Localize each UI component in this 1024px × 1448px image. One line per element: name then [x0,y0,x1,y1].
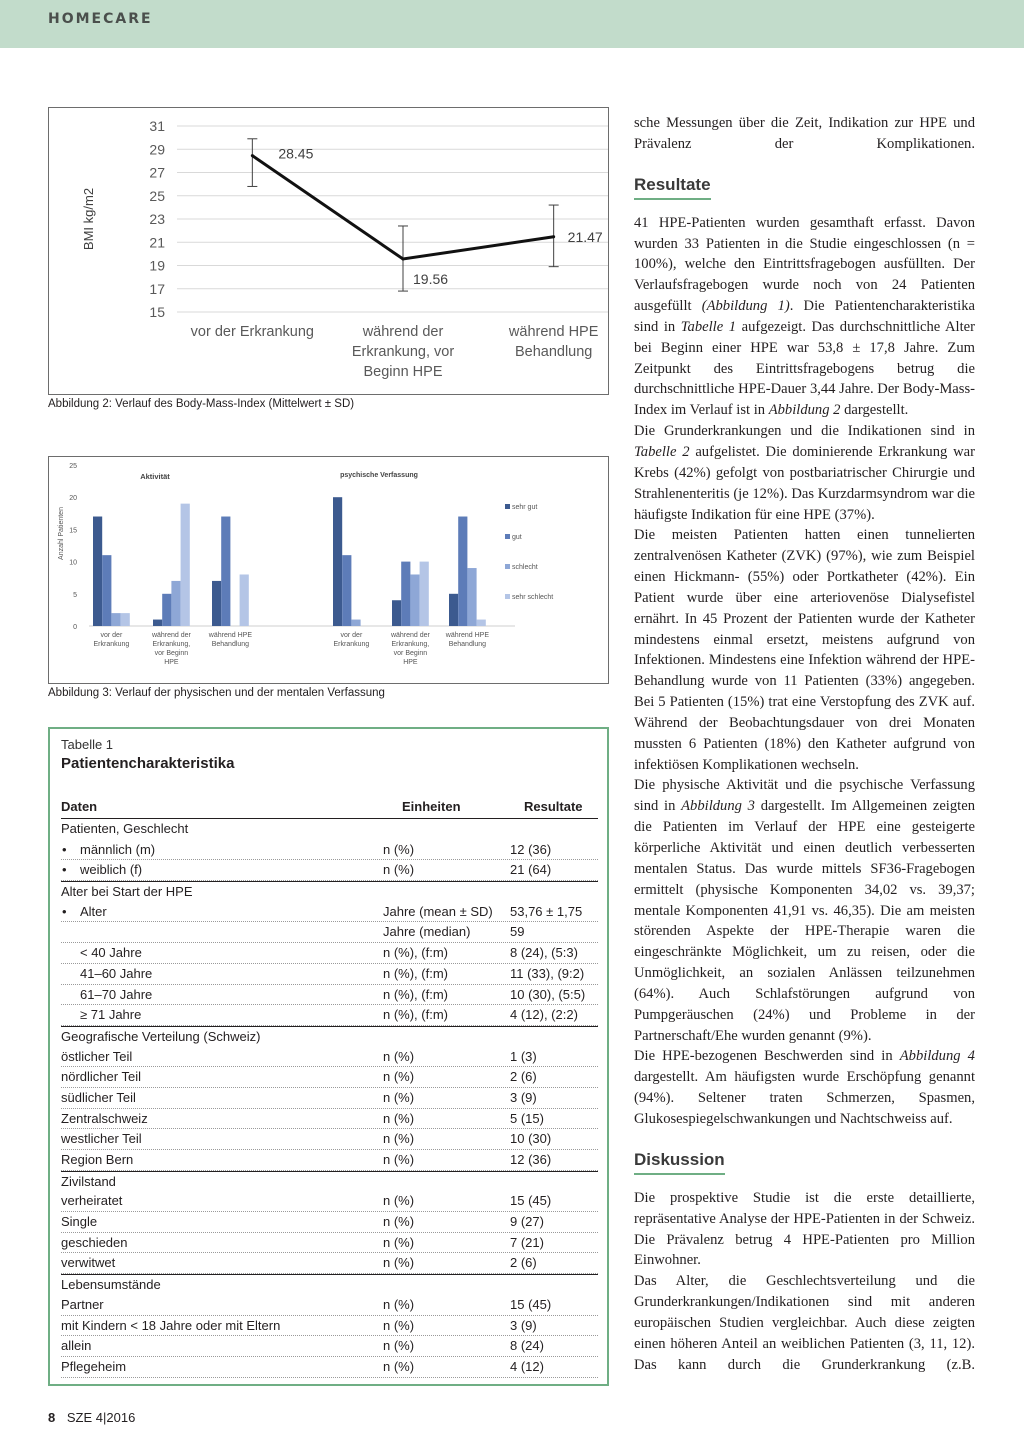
bmi-chart [48,107,609,395]
table-header-row [61,799,598,819]
cell-daten: Zentralschweiz [61,1110,148,1126]
x-tick-label: Behandlung [448,641,487,648]
x-tick-label: während HPE [208,632,253,639]
cell-einheiten: n (%) [383,1193,415,1209]
table-body [61,819,598,1378]
cell-daten: ≥ 71 Jahre [80,1007,142,1023]
legend-swatch [505,534,510,539]
bar [171,581,180,626]
y-tick-label: 21 [149,234,165,251]
cell-daten: Pflegeheim [61,1358,127,1374]
table-row [61,840,598,861]
y-tick-label: 10 [69,559,77,567]
cell-daten: östlicher Teil [61,1048,133,1064]
page-footer [48,1410,135,1425]
intro-paragraph: sche Messungen über die Zeit, Indikation zur HPE und Prävalenz der Komplikationen. [634,115,975,152]
cell-resultate: 12 (36) [510,1152,552,1167]
cell-resultate: 10 (30), (5:5) [510,986,586,1002]
journal-issue: 4|2016 [95,1410,136,1425]
figure-2-caption: Abbildung 2: Verlauf des Body-Mass-Index (Mittelwert ± SD) [48,398,355,410]
header-daten: Daten [61,799,98,814]
data-label: 28.45 [278,145,314,162]
cell-einheiten: n (%), (f:m) [383,965,448,981]
table-row [61,1191,598,1212]
cell-resultate: 4 (12) [510,1358,544,1374]
table-title: Patientencharakteristika [61,755,235,772]
bar [121,613,130,626]
header-einheiten: Einheiten [402,799,461,814]
cell-daten: männlich (m) [80,841,156,857]
data-label: 21.47 [567,228,603,245]
table-row [61,1109,598,1130]
x-tick-label: vor Beginn [393,650,428,657]
table-label: Tabelle 1 [61,737,114,752]
cell-einheiten: n (%) [383,1089,415,1105]
x-tick-label: vor Beginn [154,650,189,657]
table-row [61,1253,598,1274]
results-paragraph-4: Die physische Aktivität und die psychische Verfassung sind in Abbildung 3 dargestellt. Im Allgemeinen zeigten die Patienten im Verlauf der HPE eine gesteigerte körperliche Aktivität und einen deutlich verbesserten mentalen Status. Das wurde mittels SF36-Fragebogen ermittelt (physische Komponenten 34,02 vs. 39,37; mentale Komponenten 41,91 vs. 46,35). Die am meisten störenden Aspekte der HPE-Therapie waren die eingeschränkte Möglichkeit, um zu reisen, oder die Unmöglichkeit, an sozialen Anlässen teilzunehmen (64%). Auch Schlafstörungen aufgrund von Pumpgeräuschen (24%) und Probleme in der Partnerschaft/Ehe wurden genannt (9%). [634,777,975,1044]
cell-einheiten: n (%) [383,1152,415,1167]
legend-label: gut [512,534,522,541]
table-row [61,1295,598,1316]
table-row [61,964,598,985]
bar [410,574,419,626]
y-tick-label: 29 [149,141,165,158]
header-resultate: Resultate [524,799,583,814]
bar [342,555,351,626]
table-section-row [61,819,598,840]
table-section-row [61,1274,598,1295]
cell-daten: mit Kindern < 18 Jahre oder mit Eltern [61,1317,281,1333]
x-tick-label: HPE [403,659,418,666]
y-tick-label: 25 [149,187,165,204]
cell-einheiten: n (%) [383,1255,415,1271]
table-row [61,1129,598,1150]
results-paragraph-5: Die HPE-bezogenen Beschwerden sind in Abbildung 4 dargestellt. Am häufigsten wurde Erschöpfung genannt (94%). Seltener traten Schmerzen, Spasmen, Glukosespiegelschwankungen und Nachtschweiss auf. [634,1048,975,1127]
y-tick-label: 25 [69,463,77,470]
heading-diskussion: Diskussion [634,1149,725,1175]
cell-daten: < 40 Jahre [80,945,142,961]
x-tick-label: während der [390,632,430,639]
cell-daten: geschieden [61,1234,128,1250]
cell-resultate: 11 (33), (9:2) [510,965,585,981]
cell-resultate: 59 [510,924,525,940]
cell-daten: allein [61,1338,92,1354]
table-section-row [61,881,598,902]
table-row [61,1067,598,1088]
x-tick-label: Erkrankung, [152,641,191,648]
cell-einheiten: Jahre (mean ± SD) [383,903,493,919]
bar [93,517,102,626]
x-tick-label: Erkrankung, [391,641,430,648]
cell-einheiten: n (%) [383,841,415,857]
y-tick-label: 17 [149,280,165,297]
x-tick-label: während HPE [508,324,599,340]
y-tick-label: 5 [73,591,77,599]
cell-resultate: 1 (3) [510,1048,537,1064]
legend-label: schlecht [512,564,538,571]
results-paragraph-2: Die Grunderkrankungen und die Indikationen sind in Tabelle 2 aufgelistet. Die dominierende Erkrankung war Krebs (42%) gefolgt von postbariatrischer Chirurgie und Strahlenenteritis (je 12%). Das Kurzdarmsyndrom war die häufigste Indikation für eine HPE (37%). [634,423,975,523]
section-title: HOMECARE [48,11,153,27]
table-row [61,922,598,943]
cell-einheiten: n (%) [383,1358,415,1374]
bar [401,562,410,626]
x-tick-label: Erkrankung, vor [351,344,455,360]
results-paragraph-3: Die meisten Patienten hatten einen tunnelierten zentralvenösen Katheter (ZVK) (97%), wie zum Beispiel einen Hickmann- (55%) oder Portkatheter (42%). Ein Patient wurde über eine arteriovenöse Dialysefistel ernährt. In 45 Prozent der Patienten wurde der Katheter mindestens einmal ersetzt, meistens aufgrund von Infektionen. Mindestens eine Infektion während der HPE-Behandlung wurde von 11 Patienten (33%) angegeben. Bei 5 Patienten (15%) trat eine Verstopfung des ZVK auf. Während der Beobachtungsdauer von drei Monaten mussten 6 Patienten (18%) den Katheter aufgrund von infektiösen Komplikationen wechseln. [634,527,975,773]
cell-einheiten: Jahre (median) [383,924,471,940]
section-header-bar [0,0,1024,48]
x-tick-label: vor der [340,632,363,639]
data-point [251,154,254,157]
bullet-icon: • [62,841,67,857]
y-tick-label: 19 [149,257,165,274]
table-row [61,985,598,1006]
cell-daten: Partner [61,1296,104,1312]
bullet-icon: • [62,862,67,878]
bar [181,504,190,626]
bar [212,581,221,626]
y-tick-label: 0 [73,624,77,631]
x-tick-label: während HPE [445,632,490,639]
discussion-paragraph-1: Die prospektive Studie ist die erste detaillierte, repräsentative Analyse der HPE-Patienten in der Schweiz. Die Prävalenz betrug 4 HPE-Patienten pro Million Einwohner. [634,1189,975,1269]
data-point [552,235,555,238]
table-row [61,1150,598,1171]
cell-einheiten: n (%) [383,1296,415,1312]
bar [467,568,476,626]
cell-resultate: 21 (64) [510,862,552,878]
group-title-psychisch: psychische Verfassung [340,472,418,479]
cell-daten: verheiratet [61,1193,123,1209]
table-row [61,1336,598,1357]
bar [458,517,467,626]
cell-daten: Single [61,1214,98,1230]
page-number: 8 [48,1410,56,1425]
cell-einheiten: n (%), (f:m) [383,1007,448,1023]
bar [477,620,486,626]
cell-resultate: 7 (21) [510,1234,544,1250]
condition-chart [48,456,609,684]
bar [153,620,162,626]
x-tick-label: vor der Erkrankung [190,324,314,340]
journal-name: SZE [66,1410,93,1425]
cell-resultate: 8 (24) [510,1338,544,1354]
cell-daten: Lebensumstände [61,1277,161,1293]
cell-resultate: 15 (45) [510,1296,552,1312]
bar [162,594,171,626]
cell-einheiten: n (%) [383,1317,415,1333]
x-tick-label: vor der [100,632,123,639]
data-label: 19.56 [413,270,449,287]
x-tick-label: Behandlung [514,344,593,360]
bar [420,562,429,626]
bullet-icon: • [62,903,67,919]
bar [449,594,458,626]
table-row [61,1357,598,1378]
legend-label: sehr schlecht [512,594,554,601]
y-axis-label: Anzahl Patienten [58,507,65,560]
cell-resultate: 2 (6) [510,1069,537,1085]
figure-3-caption: Abbildung 3: Verlauf der physischen und der mentalen Verfassung [48,687,385,699]
cell-daten: nördlicher Teil [61,1069,141,1085]
cell-daten: 41–60 Jahre [80,965,153,981]
discussion-paragraph-2: Das Alter, die Geschlechtsverteilung und die Grunderkrankungen/Indikationen sind mit anderen europäischen Studien vergleichbar. Auch diese zeigten einen höheren Anteil an weiblichen Patienten (3, 11, 12). Das kann durch die Grunderkrankung (z.B. [634,1273,975,1373]
cell-daten: weiblich (f) [80,862,143,878]
cell-daten: verwitwet [61,1255,116,1271]
cell-daten: Region Bern [61,1152,134,1167]
cell-daten: westlicher Teil [61,1131,142,1147]
cell-resultate: 3 (9) [510,1089,537,1105]
x-tick-label: während der [362,324,444,340]
y-tick-label: 31 [149,118,165,134]
cell-resultate: 8 (24), (5:3) [510,945,578,961]
table-row [61,943,598,964]
cell-daten: 61–70 Jahre [80,986,153,1002]
bar [333,497,342,626]
x-tick-label: während der [151,632,191,639]
cell-daten: südlicher Teil [61,1089,136,1105]
results-paragraph-1: 41 HPE-Patienten wurden gesamthaft erfasst. Davon wurden 33 Patienten in die Studie eingeschlossen (n = 100%), welche den Eintrittsfragebogen ausfüllten. Der Verlaufsfragebogen wurde noch von 24 Patienten ausgefüllt (Abbildung 1). Die Patientencharakteristika sind in Tabelle 1 aufgezeigt. Das durchschnittliche Alter bei Beginn einer HPE war 53,8 ± 17,8 Jahre. Zum Zeitpunkt des Eintrittsfragebogens betrug die durchschnittliche HPE-Dauer 3,44 Jahre. Der Body-Mass-Index im Verlauf ist in Abbildung 2 dargestellt. [634,214,975,419]
bar [221,517,230,626]
y-axis-label: BMI kg/m2 [81,187,96,251]
legend-swatch [505,594,510,599]
legend-swatch [505,504,510,509]
table-row [61,1316,598,1337]
cell-einheiten: n (%) [383,862,415,878]
table-row [61,1212,598,1233]
cell-einheiten: n (%) [383,1110,415,1126]
cell-einheiten: n (%) [383,1338,415,1354]
condition-bar-chart-svg [49,457,608,683]
group-title-aktivitaet: Aktivität [140,472,170,481]
cell-resultate: 3 (9) [510,1317,537,1333]
patient-characteristics-table [48,727,609,1386]
cell-daten: Alter [80,903,107,919]
bar [392,600,401,626]
cell-daten: Patienten, Geschlecht [61,821,189,836]
data-point [402,257,405,260]
x-tick-label: Behandlung [211,641,250,648]
cell-resultate: 5 (15) [510,1110,544,1126]
table-row [61,1005,598,1026]
cell-resultate: 10 (30) [510,1131,552,1147]
cell-einheiten: n (%) [383,1214,415,1230]
cell-einheiten: n (%) [383,1131,415,1147]
table-section-row [61,1026,598,1047]
table-row [61,1088,598,1109]
table-section-row [61,1171,598,1192]
heading-resultate: Resultate [634,174,711,200]
x-tick-label: Erkrankung [333,641,370,648]
cell-einheiten: n (%) [383,1234,415,1250]
cell-resultate: 12 (36) [510,841,552,857]
bar [351,620,360,626]
cell-einheiten: n (%) [383,1048,415,1064]
table-row [61,1047,598,1068]
cell-resultate: 9 (27) [510,1214,544,1230]
cell-daten: Zivilstand [61,1173,116,1189]
y-tick-label: 15 [149,304,165,320]
cell-resultate: 4 (12), (2:2) [510,1007,578,1023]
cell-einheiten: n (%), (f:m) [383,945,448,961]
cell-daten: Alter bei Start der HPE [61,884,193,900]
cell-resultate: 15 (45) [510,1193,552,1209]
x-tick-label: Beginn HPE [363,364,443,380]
table-row [61,902,598,923]
x-tick-label: HPE [164,659,179,666]
bar [111,613,120,626]
y-tick-label: 20 [69,495,77,503]
cell-einheiten: n (%), (f:m) [383,986,448,1002]
legend-swatch [505,564,510,569]
cell-resultate: 2 (6) [510,1255,537,1271]
bmi-line-chart-svg [49,108,608,394]
cell-resultate: 53,76 ± 1,75 [510,903,583,919]
cell-einheiten: n (%) [383,1069,415,1085]
x-tick-label: Erkrankung [93,641,130,648]
table-row [61,860,598,881]
cell-daten: Geografische Verteilung (Schweiz) [61,1028,261,1044]
y-tick-label: 15 [69,527,77,535]
bar [102,555,111,626]
legend-label: sehr gut [512,504,538,511]
table-row [61,1233,598,1254]
article-text-column [634,113,975,1375]
y-tick-label: 23 [149,211,165,227]
y-tick-label: 27 [149,164,165,181]
bar [240,574,249,626]
